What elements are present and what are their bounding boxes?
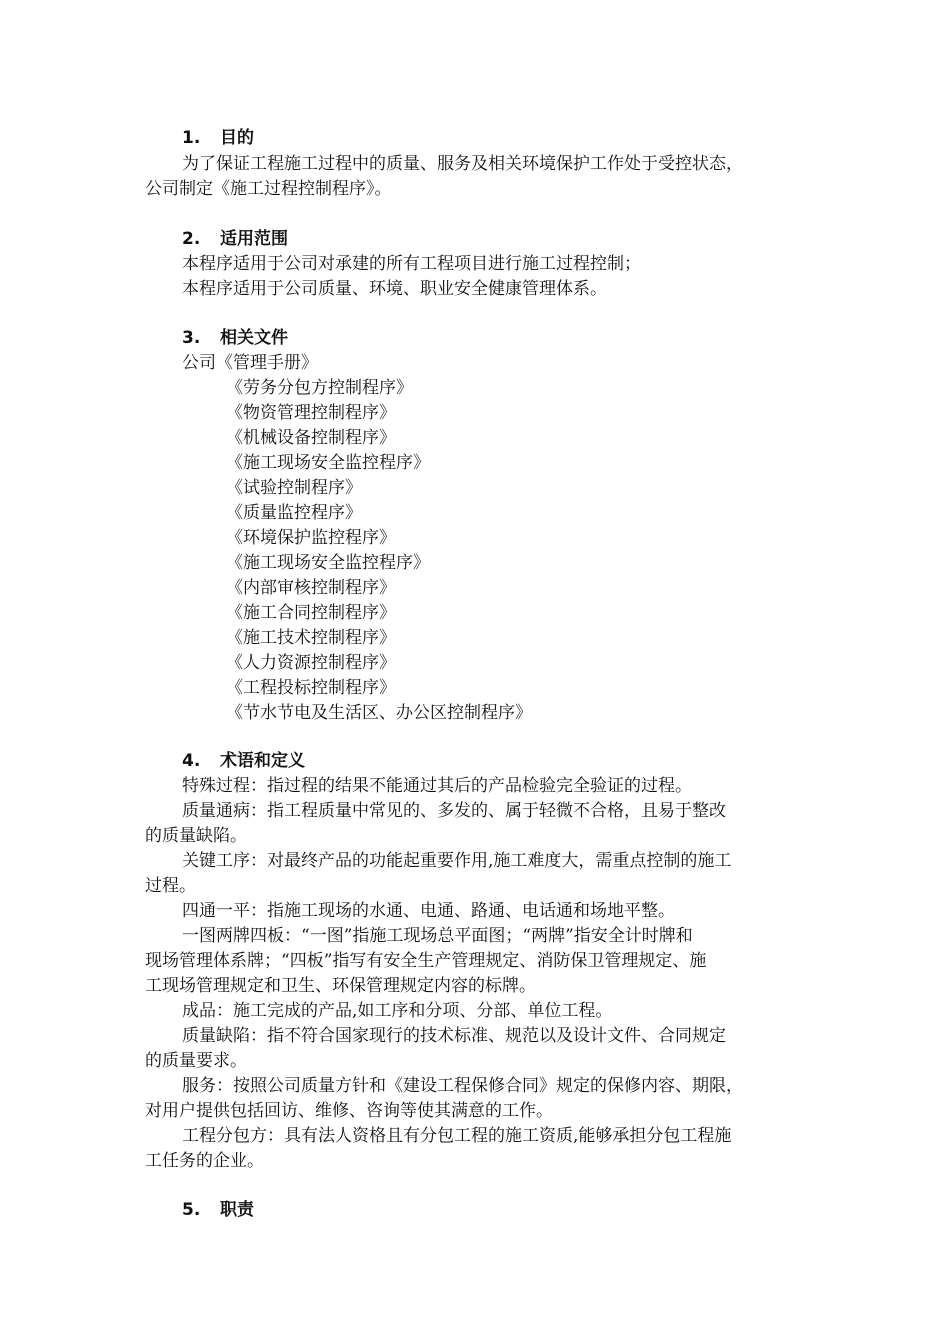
- related-document-item: 《物资管理控制程序》: [226, 403, 396, 423]
- section-5-title: 职责: [220, 1200, 254, 1220]
- section-1-heading: [182, 126, 254, 151]
- section-3-number: 3.: [182, 328, 201, 348]
- definition-line: 的质量缺陷。: [145, 826, 247, 846]
- section-1-paragraph-line: 为了保证工程施工过程中的质量、服务及相关环境保护工作处于受控状态，: [182, 154, 743, 174]
- section-5-number: 5.: [182, 1200, 201, 1220]
- related-document-item: 《劳务分包方控制程序》: [226, 378, 413, 398]
- definition-line: 的质量要求。: [145, 1051, 247, 1071]
- definition-line: 工现场管理规定和卫生、环保管理规定内容的标牌。: [145, 976, 536, 996]
- definition-line: 关键工序：对最终产品的功能起重要作用,施工难度大，需重点控制的施工: [182, 851, 732, 871]
- definition-line: 服务：按照公司质量方针和《建设工程保修合同》规定的保修内容、期限，: [182, 1076, 743, 1096]
- related-document-item: 《工程投标控制程序》: [226, 678, 396, 698]
- section-4-heading: [182, 749, 305, 774]
- section-2-number: 2.: [182, 229, 201, 249]
- section-3-lead-line: 公司《管理手册》: [182, 353, 318, 373]
- definition-line: 特殊过程：指过程的结果不能通过其后的产品检验完全验证的过程。: [182, 776, 692, 796]
- related-document-item: 《试验控制程序》: [226, 478, 362, 498]
- definition-line: 过程。: [145, 876, 196, 896]
- section-4-number: 4.: [182, 751, 201, 771]
- definition-line: 现场管理体系牌；“四板”指写有安全生产管理规定、消防保卫管理规定、施: [145, 951, 707, 971]
- related-document-item: 《环境保护监控程序》: [226, 528, 396, 548]
- section-1-paragraph-line: 公司制定《施工过程控制程序》。: [145, 179, 392, 199]
- definition-line: 成品：施工完成的产品,如工序和分项、分部、单位工程。: [182, 1001, 613, 1021]
- related-document-item: 《施工合同控制程序》: [226, 603, 396, 623]
- related-document-item: 《施工现场安全监控程序》: [226, 553, 430, 573]
- related-document-item: 《施工技术控制程序》: [226, 628, 396, 648]
- section-2-heading: [182, 227, 288, 252]
- section-2-paragraph-line: 本程序适用于公司对承建的所有工程项目进行施工过程控制；: [182, 254, 641, 274]
- definition-line: 对用户提供包括回访、维修、咨询等使其满意的工作。: [145, 1101, 553, 1121]
- definition-line: 一图两牌四板：“一图”指施工现场总平面图；“两牌”指安全计时牌和: [182, 926, 693, 946]
- definition-line: 质量通病：指工程质量中常见的、多发的、属于轻微不合格，且易于整改: [182, 801, 726, 821]
- section-4-title: 术语和定义: [220, 751, 305, 771]
- section-1-number: 1.: [182, 128, 201, 148]
- definition-line: 工程分包方：具有法人资格且有分包工程的施工资质,能够承担分包工程施: [182, 1126, 732, 1146]
- section-5-heading: [182, 1198, 254, 1223]
- definition-line: 质量缺陷：指不符合国家现行的技术标准、规范以及设计文件、合同规定: [182, 1026, 726, 1046]
- definition-line: 工任务的企业。: [145, 1151, 264, 1171]
- related-document-item: 《节水节电及生活区、办公区控制程序》: [226, 703, 532, 723]
- definition-line: 四通一平：指施工现场的水通、电通、路通、电话通和场地平整。: [182, 901, 675, 921]
- related-document-item: 《内部审核控制程序》: [226, 578, 396, 598]
- section-2-title: 适用范围: [220, 229, 288, 249]
- section-3-heading: [182, 326, 288, 351]
- related-document-item: 《机械设备控制程序》: [226, 428, 396, 448]
- section-1-title: 目的: [220, 128, 254, 148]
- related-document-item: 《质量监控程序》: [226, 503, 362, 523]
- related-document-item: 《施工现场安全监控程序》: [226, 453, 430, 473]
- section-2-paragraph-line: 本程序适用于公司质量、环境、职业安全健康管理体系。: [182, 279, 607, 299]
- related-document-item: 《人力资源控制程序》: [226, 653, 396, 673]
- section-3-title: 相关文件: [220, 328, 288, 348]
